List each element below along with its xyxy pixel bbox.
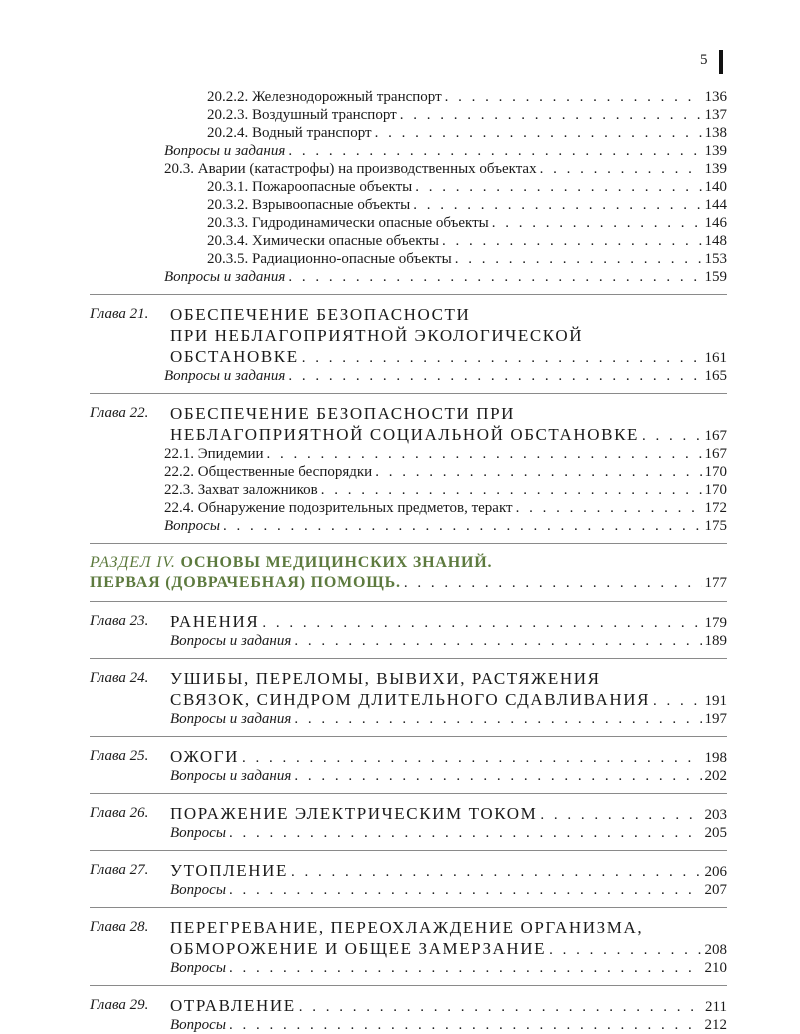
leader-dots bbox=[415, 178, 701, 196]
divider bbox=[90, 601, 727, 602]
toc-entry-page: 206 bbox=[704, 864, 727, 880]
page-number-bar bbox=[719, 50, 723, 74]
leader-dots bbox=[242, 748, 701, 769]
toc-entry-page: 170 bbox=[704, 464, 727, 480]
toc-entry-page: 146 bbox=[704, 215, 727, 231]
chapter-entry-continued bbox=[90, 325, 727, 346]
divider bbox=[90, 393, 727, 394]
section-label: РАЗДЕЛ IV. bbox=[90, 554, 176, 571]
leader-dots bbox=[375, 463, 701, 481]
toc-entry[interactable] bbox=[90, 499, 727, 517]
toc-entry-title: Вопросы и задания bbox=[164, 269, 286, 285]
toc-entry[interactable] bbox=[90, 1016, 727, 1034]
leader-dots bbox=[653, 691, 701, 712]
divider bbox=[90, 850, 727, 851]
chapter-entry[interactable] bbox=[90, 995, 727, 1016]
toc-entry-title: 20.2.2. Железнодорожный транспорт bbox=[207, 89, 442, 105]
section-title: ПЕРВАЯ (ДОВРАЧЕБНАЯ) ПОМОЩЬ. bbox=[90, 574, 401, 591]
toc-entry[interactable] bbox=[90, 481, 727, 499]
toc-entry-title: 22.4. Обнаружение подозрительных предметов, теракт bbox=[164, 500, 513, 516]
toc-entry-page: 179 bbox=[704, 615, 727, 631]
chapter-entry-continued[interactable] bbox=[90, 424, 727, 445]
toc-entry-page: 167 bbox=[704, 446, 727, 462]
leader-dots bbox=[229, 881, 702, 899]
chapter-label: Глава 27. bbox=[90, 862, 149, 878]
chapter-entry[interactable] bbox=[90, 860, 727, 881]
toc-entry[interactable] bbox=[90, 178, 727, 196]
toc-entry[interactable] bbox=[90, 268, 727, 286]
toc-entry-page: 203 bbox=[704, 807, 727, 823]
leader-dots bbox=[294, 710, 701, 728]
toc-entry-title: Вопросы и задания bbox=[170, 633, 292, 649]
leader-dots bbox=[442, 232, 702, 250]
toc-entry-page: 139 bbox=[704, 161, 727, 177]
chapter-title: УТОПЛЕНИЕ bbox=[170, 861, 289, 880]
divider bbox=[90, 985, 727, 986]
toc-entry-page: 148 bbox=[704, 233, 727, 249]
toc-entry-title: 20.3.5. Радиационно-опасные объекты bbox=[207, 251, 452, 267]
leader-dots bbox=[294, 767, 701, 785]
toc-entry-page: 212 bbox=[704, 1017, 727, 1033]
toc-entry-page: 144 bbox=[704, 197, 727, 213]
toc-entry-page: 202 bbox=[704, 768, 727, 784]
leader-dots bbox=[294, 632, 701, 650]
toc-entry-title: 20.3. Аварии (катастрофы) на производственных объектах bbox=[164, 161, 537, 177]
toc-entry-title: 22.2. Общественные беспорядки bbox=[164, 464, 373, 480]
toc-entry[interactable] bbox=[90, 250, 727, 268]
toc-entry[interactable] bbox=[90, 214, 727, 232]
toc-entry-title: 20.3.4. Химически опасные объекты bbox=[207, 233, 439, 249]
chapter-title: ПОРАЖЕНИЕ ЭЛЕКТРИЧЕСКИМ ТОКОМ bbox=[170, 804, 538, 823]
leader-dots bbox=[229, 1016, 702, 1034]
leader-dots bbox=[299, 997, 702, 1018]
toc-entry-page: 138 bbox=[704, 125, 727, 141]
leader-dots bbox=[375, 124, 702, 142]
toc-entry-title: Вопросы и задания bbox=[170, 711, 292, 727]
chapter-entry-continued[interactable] bbox=[90, 689, 727, 710]
chapter-title: РАНЕНИЯ bbox=[170, 612, 260, 631]
toc-entry-page: 198 bbox=[704, 750, 727, 766]
toc-entry-page: 191 bbox=[704, 693, 727, 709]
leader-dots bbox=[288, 367, 701, 385]
chapter-label: Глава 22. bbox=[90, 405, 149, 421]
leader-dots bbox=[445, 88, 702, 106]
toc-entry-title: 20.3.2. Взрывоопасные объекты bbox=[207, 197, 411, 213]
toc-entry[interactable] bbox=[90, 124, 727, 142]
chapter-title: ОБСТАНОВКЕ bbox=[170, 347, 299, 366]
section-heading-continued[interactable] bbox=[90, 573, 727, 593]
leader-dots bbox=[321, 481, 702, 499]
divider bbox=[90, 907, 727, 908]
toc-entry[interactable] bbox=[90, 106, 727, 124]
divider bbox=[90, 793, 727, 794]
leader-dots bbox=[288, 142, 701, 160]
toc-entry[interactable] bbox=[90, 881, 727, 899]
toc-entry-page: 175 bbox=[704, 518, 727, 534]
toc-entry-page: 140 bbox=[704, 179, 727, 195]
toc-entry-title: Вопросы bbox=[170, 825, 226, 841]
chapter-title: ОБЕСПЕЧЕНИЕ БЕЗОПАСНОСТИ bbox=[170, 305, 471, 324]
toc-entry[interactable] bbox=[90, 710, 727, 728]
toc-entry[interactable] bbox=[90, 445, 727, 463]
toc-entry[interactable] bbox=[90, 767, 727, 785]
leader-dots bbox=[229, 959, 702, 977]
divider bbox=[90, 294, 727, 295]
toc-entry-title: Вопросы и задания bbox=[164, 368, 286, 384]
leader-dots bbox=[642, 426, 701, 447]
toc-entry-page: 165 bbox=[704, 368, 727, 384]
toc-entry-title: 20.2.4. Водный транспорт bbox=[207, 125, 372, 141]
toc-entry[interactable] bbox=[90, 632, 727, 650]
leader-dots bbox=[404, 573, 702, 593]
toc-entry-page: 159 bbox=[704, 269, 727, 285]
chapter-title: ПРИ НЕБЛАГОПРИЯТНОЙ ЭКОЛОГИЧЕСКОЙ bbox=[170, 326, 584, 345]
divider bbox=[90, 543, 727, 544]
leader-dots bbox=[516, 499, 702, 517]
toc-entry-page: 211 bbox=[705, 999, 727, 1015]
page-number: 5 bbox=[700, 52, 708, 68]
toc-entry-page: 170 bbox=[704, 482, 727, 498]
toc-entry[interactable] bbox=[90, 196, 727, 214]
leader-dots bbox=[492, 214, 702, 232]
table-of-contents bbox=[90, 88, 727, 1034]
toc-entry-title: 22.3. Захват заложников bbox=[164, 482, 318, 498]
toc-entry[interactable] bbox=[90, 959, 727, 977]
toc-entry-title: 22.1. Эпидемии bbox=[164, 446, 264, 462]
leader-dots bbox=[400, 106, 702, 124]
chapter-entry[interactable] bbox=[90, 917, 727, 938]
chapter-label: Глава 26. bbox=[90, 805, 149, 821]
toc-entry-page: 137 bbox=[704, 107, 727, 123]
chapter-label: Глава 24. bbox=[90, 670, 149, 686]
chapter-entry-continued[interactable] bbox=[90, 938, 727, 959]
toc-entry-page: 167 bbox=[704, 428, 727, 444]
leader-dots bbox=[267, 445, 702, 463]
chapter-entry[interactable] bbox=[90, 668, 727, 689]
leader-dots bbox=[262, 613, 701, 634]
chapter-entry[interactable] bbox=[90, 611, 727, 632]
chapter-label: Глава 21. bbox=[90, 306, 149, 322]
toc-entry-page: 197 bbox=[704, 711, 727, 727]
leader-dots bbox=[413, 196, 701, 214]
section-title: ОСНОВЫ МЕДИЦИНСКИХ ЗНАНИЙ. bbox=[180, 554, 493, 571]
chapter-entry[interactable] bbox=[90, 746, 727, 767]
divider bbox=[90, 736, 727, 737]
toc-entry[interactable] bbox=[90, 463, 727, 481]
chapter-entry[interactable] bbox=[90, 403, 727, 424]
chapter-entry-continued[interactable] bbox=[90, 346, 727, 367]
toc-entry-page: 189 bbox=[704, 633, 727, 649]
toc-entry-title: Вопросы bbox=[170, 1017, 226, 1033]
leader-dots bbox=[288, 268, 701, 286]
toc-entry-title: Вопросы и задания bbox=[164, 143, 286, 159]
toc-entry[interactable] bbox=[90, 367, 727, 385]
leader-dots bbox=[223, 517, 702, 535]
chapter-label: Глава 28. bbox=[90, 919, 149, 935]
toc-entry[interactable] bbox=[90, 824, 727, 842]
toc-entry-page: 136 bbox=[704, 89, 727, 105]
chapter-label: Глава 25. bbox=[90, 748, 149, 764]
chapter-entry[interactable] bbox=[90, 803, 727, 824]
toc-entry-title: Вопросы bbox=[170, 960, 226, 976]
chapter-title: НЕБЛАГОПРИЯТНОЙ СОЦИАЛЬНОЙ ОБСТАНОВКЕ bbox=[170, 425, 640, 444]
toc-entry-page: 210 bbox=[704, 960, 727, 976]
toc-entry-title: Вопросы bbox=[170, 882, 226, 898]
toc-entry-page: 153 bbox=[704, 251, 727, 267]
leader-dots bbox=[455, 250, 702, 268]
toc-entry-page: 177 bbox=[704, 575, 727, 591]
toc-entry-page: 161 bbox=[704, 350, 727, 366]
toc-entry[interactable] bbox=[90, 88, 727, 106]
chapter-title: ОБЕСПЕЧЕНИЕ БЕЗОПАСНОСТИ ПРИ bbox=[170, 404, 516, 423]
toc-entry-title: Вопросы и задания bbox=[170, 768, 292, 784]
toc-entry[interactable] bbox=[90, 232, 727, 250]
toc-entry-title: Вопросы bbox=[164, 518, 220, 534]
toc-entry-page: 207 bbox=[704, 882, 727, 898]
toc-entry[interactable] bbox=[90, 160, 727, 178]
toc-entry[interactable] bbox=[90, 517, 727, 535]
chapter-title: ОЖОГИ bbox=[170, 747, 240, 766]
divider bbox=[90, 658, 727, 659]
toc-entry-page: 208 bbox=[704, 942, 727, 958]
chapter-title: ОТРАВЛЕНИЕ bbox=[170, 996, 296, 1015]
chapter-label: Глава 29. bbox=[90, 997, 149, 1013]
toc-entry-page: 172 bbox=[704, 500, 727, 516]
toc-entry-page: 139 bbox=[704, 143, 727, 159]
toc-entry-title: 20.2.3. Воздушный транспорт bbox=[207, 107, 397, 123]
chapter-title: УШИБЫ, ПЕРЕЛОМЫ, ВЫВИХИ, РАСТЯЖЕНИЯ bbox=[170, 669, 601, 688]
chapter-title: ОБМОРОЖЕНИЕ И ОБЩЕЕ ЗАМЕРЗАНИЕ bbox=[170, 939, 547, 958]
leader-dots bbox=[549, 940, 701, 961]
toc-entry[interactable] bbox=[90, 142, 727, 160]
toc-entry-page: 205 bbox=[704, 825, 727, 841]
leader-dots bbox=[540, 805, 701, 826]
chapter-title: ПЕРЕГРЕВАНИЕ, ПЕРЕОХЛАЖДЕНИЕ ОРГАНИЗМА, bbox=[170, 918, 644, 937]
chapter-title: СВЯЗОК, СИНДРОМ ДЛИТЕЛЬНОГО СДАВЛИВАНИЯ bbox=[170, 690, 651, 709]
chapter-label: Глава 23. bbox=[90, 613, 149, 629]
leader-dots bbox=[540, 160, 702, 178]
leader-dots bbox=[291, 862, 701, 883]
toc-entry-title: 20.3.3. Гидродинамически опасные объекты bbox=[207, 215, 489, 231]
section-heading[interactable] bbox=[90, 553, 727, 573]
leader-dots bbox=[229, 824, 702, 842]
chapter-entry[interactable] bbox=[90, 304, 727, 325]
leader-dots bbox=[302, 348, 702, 369]
toc-entry-title: 20.3.1. Пожароопасные объекты bbox=[207, 179, 413, 195]
